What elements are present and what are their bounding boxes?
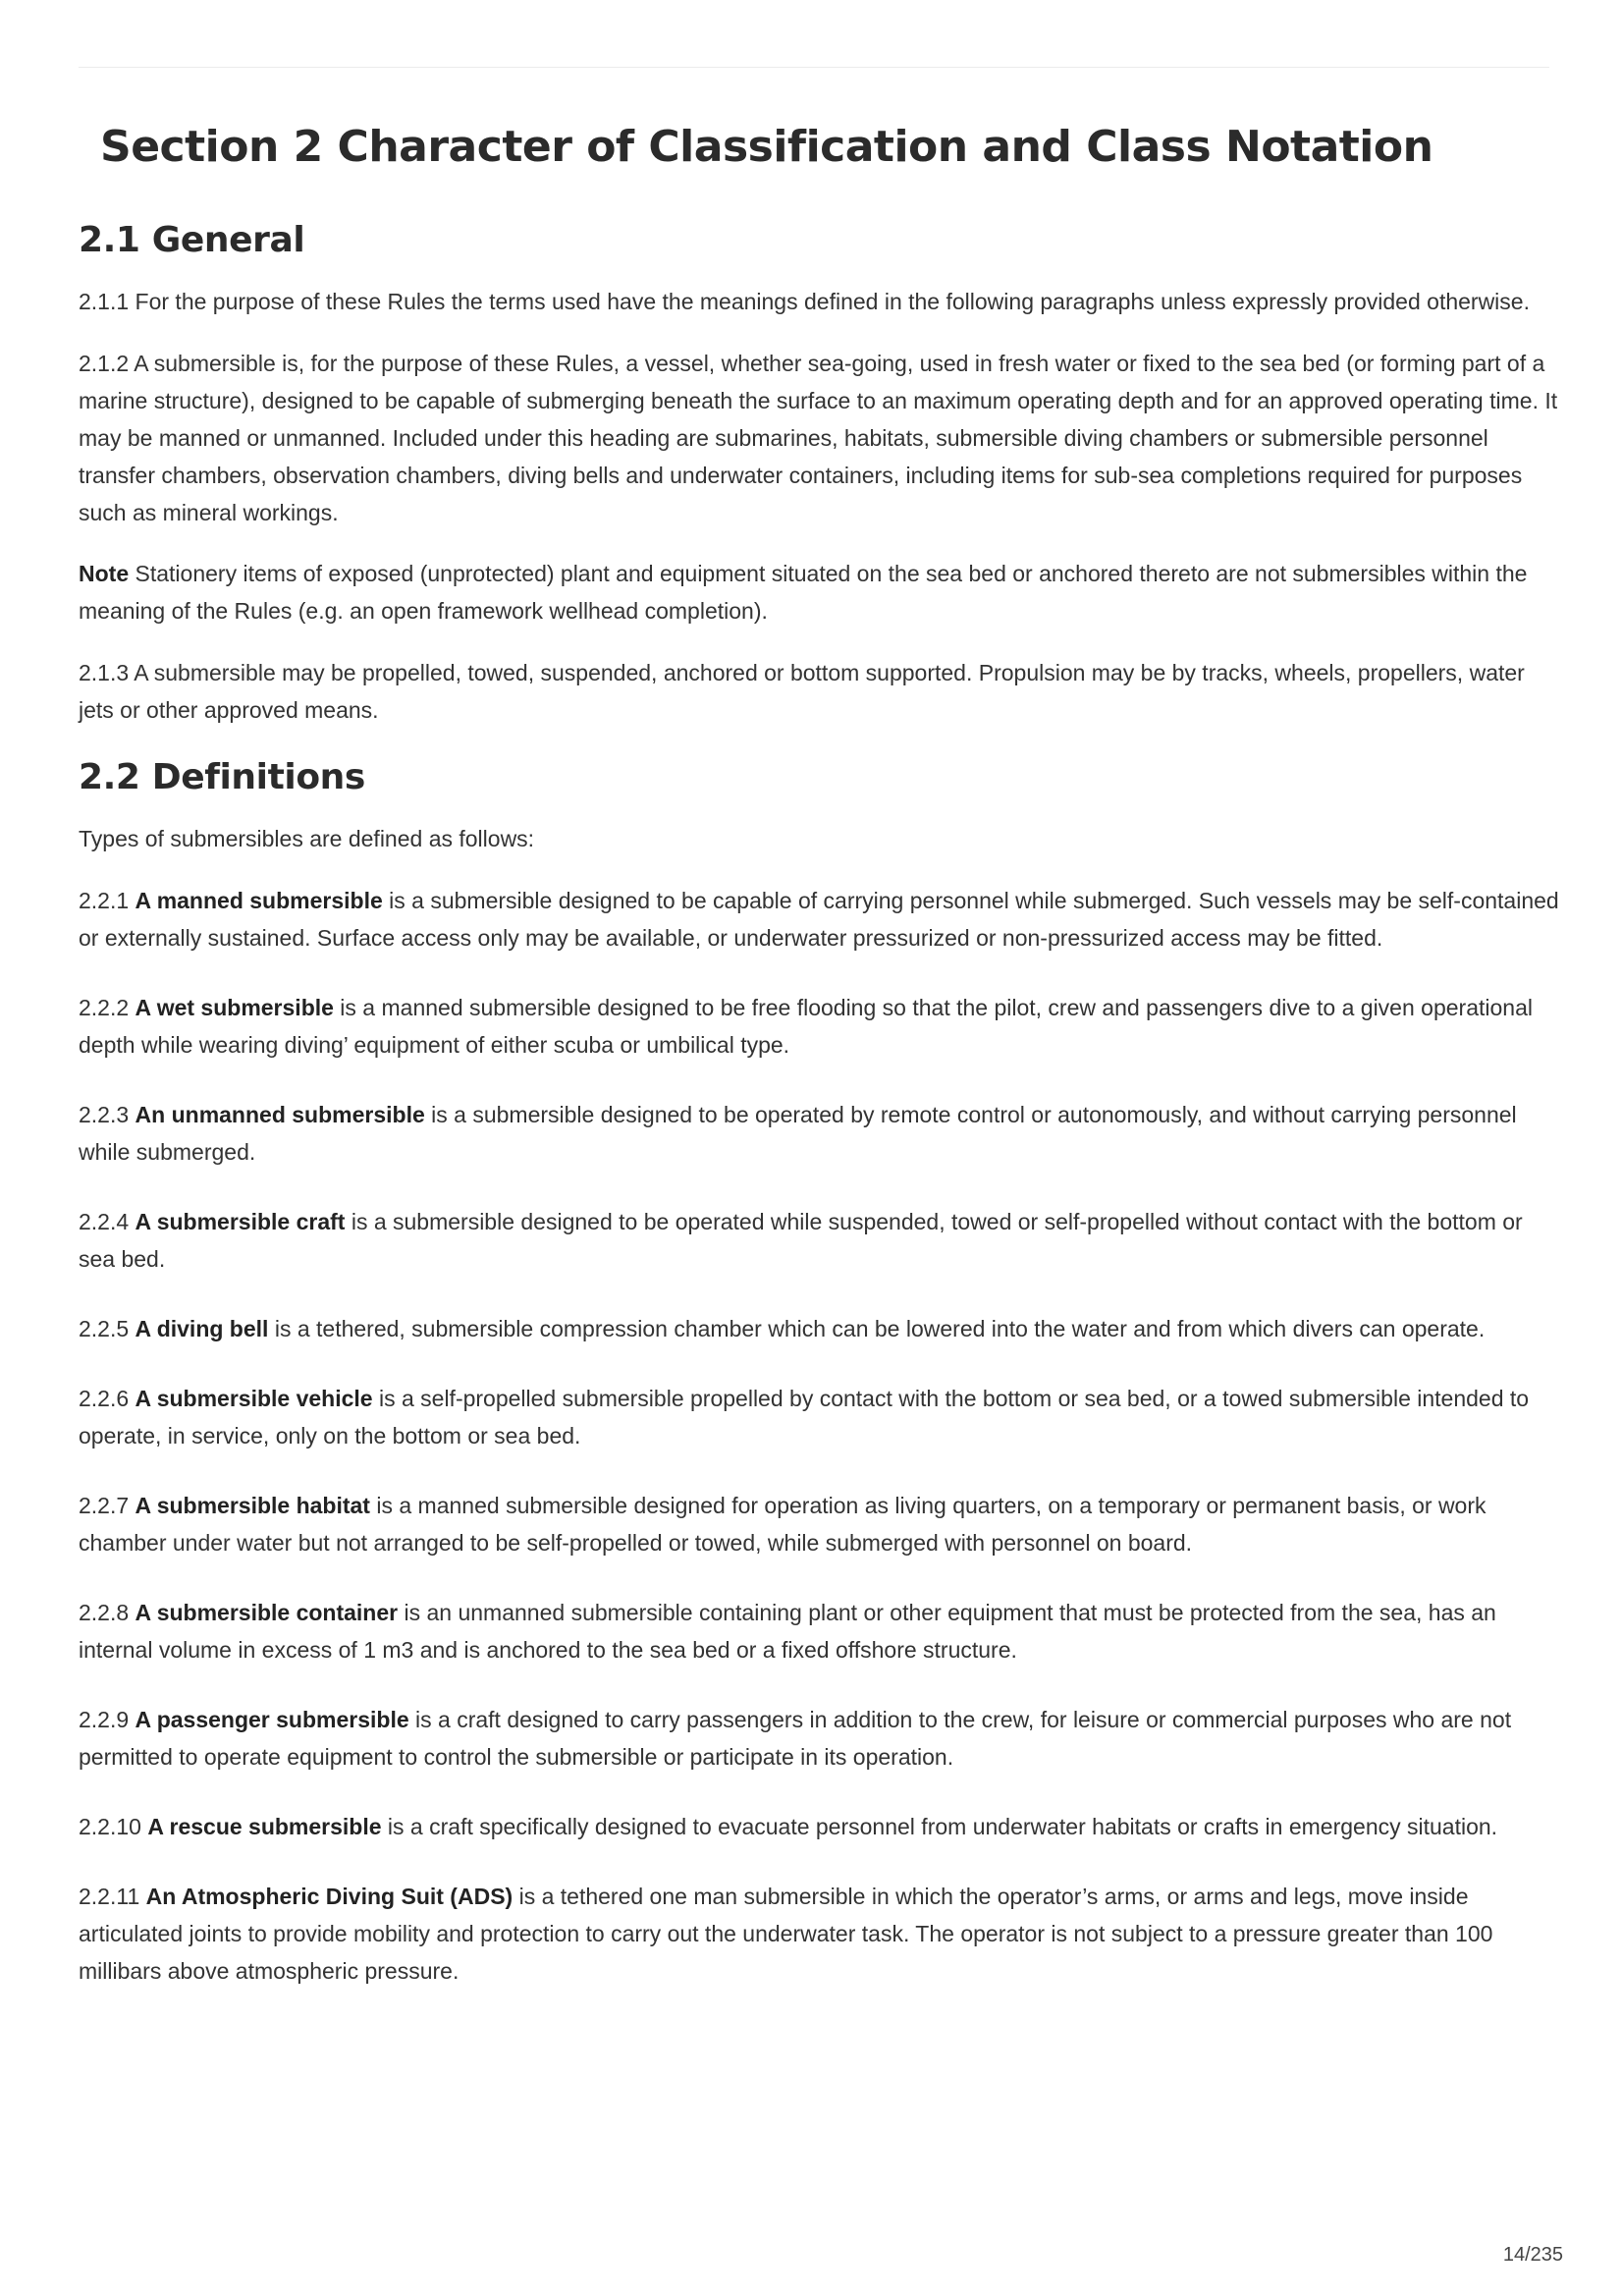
paragraph-2-1-3: 2.1.3 A submersible may be propelled, towed, suspended, anchored or bottom supported. Propulsion may be by tracks, wheels, propellers, water jets or other approved means. bbox=[79, 660, 1525, 723]
definition-item bbox=[79, 1594, 1561, 1668]
definition-text: is a craft designed to carry passengers in addition to the crew, for leisure or commercial purposes who are not permitted to operate equipment to control the submersible or participate in its operation. bbox=[79, 1707, 1512, 1770]
paragraph-2-1-1: 2.1.1 For the purpose of these Rules the terms used have the meanings defined in the following paragraphs unless expressly provided otherwise. bbox=[79, 289, 1530, 314]
section-general bbox=[79, 216, 1561, 729]
definition-text: is a submersible designed to be operated while suspended, towed or self-propelled without contact with the bottom or sea bed. bbox=[79, 1209, 1523, 1272]
definition-item bbox=[79, 1380, 1561, 1454]
definitions-intro: Types of submersibles are defined as follows: bbox=[79, 826, 535, 851]
definition-term: A wet submersible bbox=[135, 995, 334, 1020]
note-paragraph bbox=[79, 555, 1561, 629]
definition-term: A rescue submersible bbox=[147, 1814, 382, 1839]
definition-item bbox=[79, 1096, 1561, 1171]
general-heading: 2.1 General bbox=[79, 220, 305, 260]
definition-term: A submersible habitat bbox=[135, 1493, 370, 1518]
definition-term: An unmanned submersible bbox=[135, 1102, 425, 1127]
definition-number: 2.2.7 bbox=[79, 1493, 135, 1518]
definitions-list bbox=[79, 882, 1561, 1990]
page-number: 14/235 bbox=[1502, 2244, 1563, 2266]
definition-item bbox=[79, 1808, 1561, 1845]
definition-text: is a submersible designed to be operated by remote control or autonomously, and without carrying personnel while submerged. bbox=[79, 1102, 1517, 1165]
note-text: Stationery items of exposed (unprotected) plant and equipment situated on the sea bed or anchored thereto are not submersibles within the meaning of the Rules (e.g. an open framework wellhead completion). bbox=[79, 561, 1528, 624]
definition-item bbox=[79, 1701, 1561, 1776]
definition-number: 2.2.4 bbox=[79, 1209, 135, 1234]
definition-number: 2.2.5 bbox=[79, 1316, 135, 1341]
definition-text: is a submersible designed to be capable of carrying personnel while submerged. Such vessels may be self-contained or externally sustained. Surface access only may be available, or underwater pressurized or non-pressurized access may be fitted. bbox=[79, 888, 1559, 951]
definition-text: is a manned submersible designed to be free flooding so that the pilot, crew and passengers dive to a given operational depth while wearing diving’ equipment of either scuba or umbilical type. bbox=[79, 995, 1533, 1058]
section-title: Section 2 Character of Classification and Class Notation bbox=[100, 122, 1433, 172]
definition-text: is a tethered, submersible compression chamber which can be lowered into the water and from which divers can operate. bbox=[268, 1316, 1486, 1341]
definition-number: 2.2.2 bbox=[79, 995, 135, 1020]
definition-number: 2.2.9 bbox=[79, 1707, 135, 1732]
definition-text: is a craft specifically designed to evacuate personnel from underwater habitats or crafts in emergency situation. bbox=[381, 1814, 1498, 1839]
definition-term: A submersible container bbox=[135, 1600, 399, 1625]
definition-text: is a tethered one man submersible in which the operator’s arms, or arms and legs, move inside articulated joints to provide mobility and protection to carry out the underwater task. The operator is not subject to a pressure greater than 100 millibars above atmospheric pressure. bbox=[79, 1884, 1493, 1984]
definition-text: is a manned submersible designed for operation as living quarters, on a temporary or permanent basis, or work chamber under water but not arranged to be self-propelled or towed, while submerged with personnel on board. bbox=[79, 1493, 1487, 1556]
definition-term: A passenger submersible bbox=[135, 1707, 409, 1732]
definition-number: 2.2.1 bbox=[79, 888, 135, 913]
definition-text: is a self-propelled submersible propelled by contact with the bottom or sea bed, or a towed submersible intended to operate, in service, only on the bottom or sea bed. bbox=[79, 1386, 1530, 1449]
definition-term: An Atmospheric Diving Suit (ADS) bbox=[145, 1884, 514, 1909]
definition-text: is an unmanned submersible containing plant or other equipment that must be protected from the sea, has an internal volume in excess of 1 m3 and is anchored to the sea bed or a fixed offshore structure. bbox=[79, 1600, 1496, 1663]
definition-term: A diving bell bbox=[135, 1316, 269, 1341]
definition-term: A manned submersible bbox=[135, 888, 383, 913]
definition-term: A submersible craft bbox=[135, 1209, 346, 1234]
definition-item bbox=[79, 1203, 1561, 1278]
paragraph-2-1-2: 2.1.2 A submersible is, for the purpose of these Rules, a vessel, whether sea-going, used in fresh water or fixed to the sea bed (or forming part of a marine structure), designed to be capable of submerging beneath the surface to an maximum operating depth and for an approved operating time. It may be manned or unmanned. Included under this heading are submarines, habitats, submersible diving chambers or submersible personnel transfer chambers, observation chambers, diving bells and underwater containers, including items for sub-sea completions required for purposes such as mineral workings. bbox=[79, 351, 1558, 525]
definition-number: 2.2.8 bbox=[79, 1600, 135, 1625]
content-area bbox=[79, 118, 1561, 2022]
definition-number: 2.2.3 bbox=[79, 1102, 135, 1127]
note-label: Note bbox=[79, 561, 130, 586]
definition-item bbox=[79, 989, 1561, 1064]
definition-number: 2.2.11 bbox=[79, 1884, 146, 1909]
section-definitions bbox=[79, 753, 1561, 1990]
top-divider bbox=[79, 67, 1549, 68]
definition-term: A submersible vehicle bbox=[135, 1386, 373, 1411]
definition-number: 2.2.6 bbox=[79, 1386, 135, 1411]
definition-number: 2.2.10 bbox=[79, 1814, 148, 1839]
definition-item bbox=[79, 1310, 1561, 1347]
definition-item bbox=[79, 882, 1561, 957]
definition-item bbox=[79, 1487, 1561, 1561]
definition-item bbox=[79, 1878, 1561, 1990]
definitions-heading: 2.2 Definitions bbox=[79, 757, 365, 797]
